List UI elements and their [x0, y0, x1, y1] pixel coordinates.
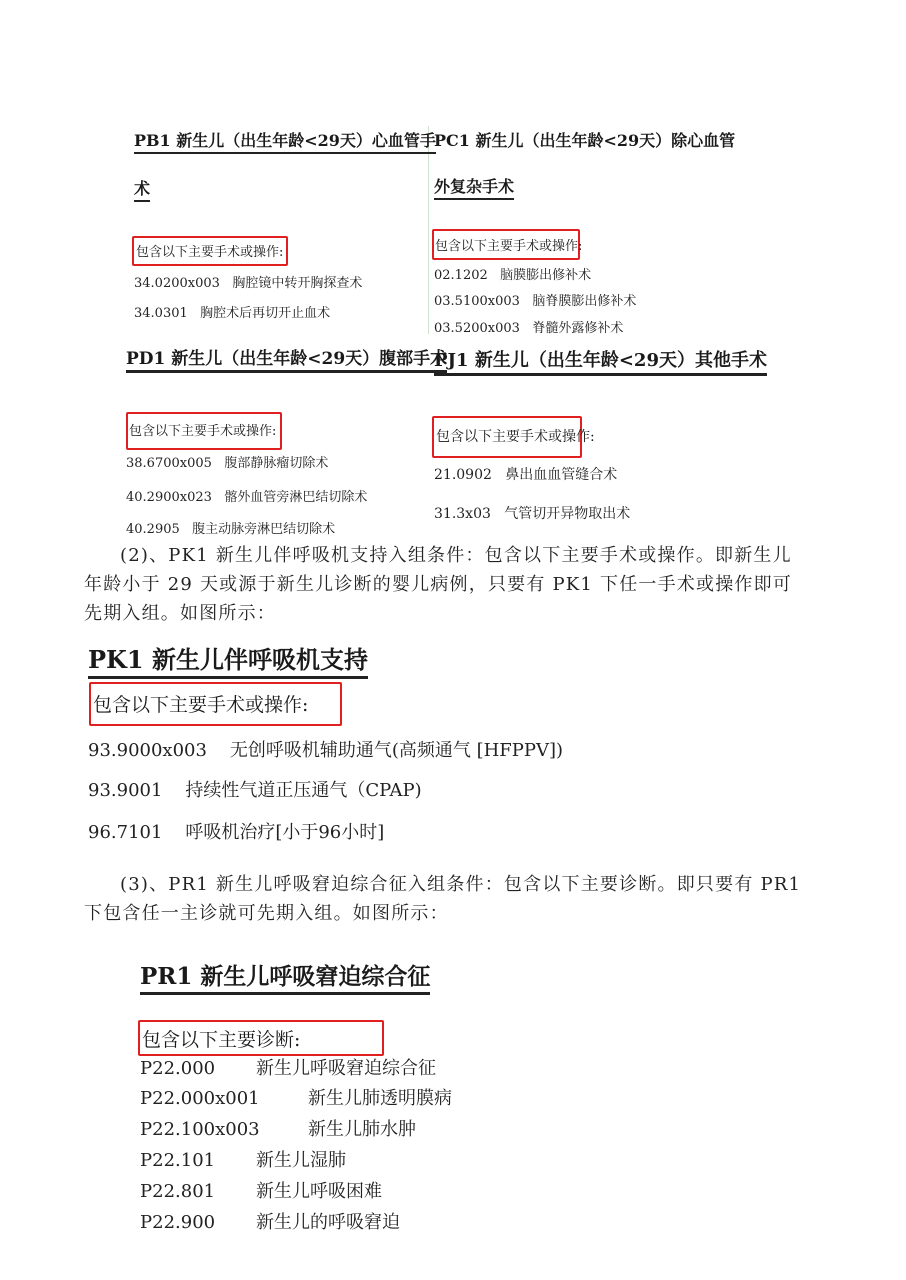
pj1-box-label: 包含以下主要手术或操作:	[436, 429, 595, 445]
pc1-title-cont: 外复杂手术	[434, 174, 514, 200]
pd1-title: PD1 新生儿（出生年龄<29天）腹部手术	[126, 344, 447, 373]
pk1-box-label: 包含以下主要手术或操作:	[93, 694, 309, 716]
pk1-item: 93.9001 持续性气道正压通气（CPAP)	[88, 780, 422, 801]
pr1-item: P22.101 新生儿湿肺	[140, 1150, 346, 1171]
pb1-title-cont: 术	[134, 176, 150, 202]
pc1-box-label: 包含以下主要手术或操作:	[435, 239, 583, 254]
pk1-item: 96.7101 呼吸机治疗[小于96小时]	[88, 822, 385, 843]
pr1-item: P22.000x001 新生儿肺透明膜病	[140, 1088, 452, 1109]
pb1-title: PB1 新生儿（出生年龄<29天）心血管手	[134, 128, 436, 154]
pr1-box-label: 包含以下主要诊断:	[142, 1029, 301, 1051]
paragraph-pk1: (2)、PK1 新生儿伴呼吸机支持入组条件：包含以下主要手术或操作。即新生儿年龄小于 29 天或源于新生儿诊断的婴儿病例，只要有 PK1 下任一手术或操作即可先期入组。如图所示：	[84, 545, 792, 624]
paragraph-pr1: (3)、PR1 新生儿呼吸窘迫综合征入组条件：包含以下主要诊断。即只要有 PR1 下包含任一主诊就可先期入组。如图所示：	[84, 874, 802, 924]
pj1-item: 21.0902 鼻出血血管缝合术	[434, 467, 618, 483]
grid-divider	[428, 126, 429, 334]
pd1-box-label: 包含以下主要手术或操作:	[129, 424, 277, 439]
pb1-box-label: 包含以下主要手术或操作:	[136, 245, 284, 260]
pd1-item: 40.2905 腹主动脉旁淋巴结切除术	[126, 522, 336, 537]
pk1-item: 93.9000x003 无创呼吸机辅助通气(高频通气 [HFPPV])	[88, 740, 564, 761]
pr1-item: P22.900 新生儿的呼吸窘迫	[140, 1212, 400, 1233]
pk1-title: PK1 新生儿伴呼吸机支持	[88, 640, 368, 675]
pc1-item: 03.5200x003 脊髓外露修补术	[434, 321, 624, 336]
pc1-title: PC1 新生儿（出生年龄<29天）除心血管	[434, 131, 736, 150]
pb1-item: 34.0301 胸腔术后再切开止血术	[134, 306, 331, 321]
pj1-item: 31.3x03 气管切开异物取出术	[434, 506, 631, 522]
pr1-item: P22.801 新生儿呼吸困难	[140, 1181, 382, 1202]
pj1-title: PJ1 新生儿（出生年龄<29天）其他手术	[434, 346, 767, 376]
pb1-item: 34.0200x003 胸腔镜中转开胸探查术	[134, 276, 363, 291]
pd1-item: 40.2900x023 髂外血管旁淋巴结切除术	[126, 490, 368, 505]
pr1-item: P22.100x003 新生儿肺水肿	[140, 1119, 416, 1140]
pc1-item: 03.5100x003 脑脊膜膨出修补术	[434, 294, 637, 309]
pd1-item: 38.6700x005 腹部静脉瘤切除术	[126, 456, 329, 471]
pc1-item: 02.1202 脑膜膨出修补术	[434, 268, 592, 283]
pr1-title: PR1 新生儿呼吸窘迫综合征	[140, 958, 430, 991]
pr1-item: P22.000 新生儿呼吸窘迫综合征	[140, 1058, 436, 1079]
